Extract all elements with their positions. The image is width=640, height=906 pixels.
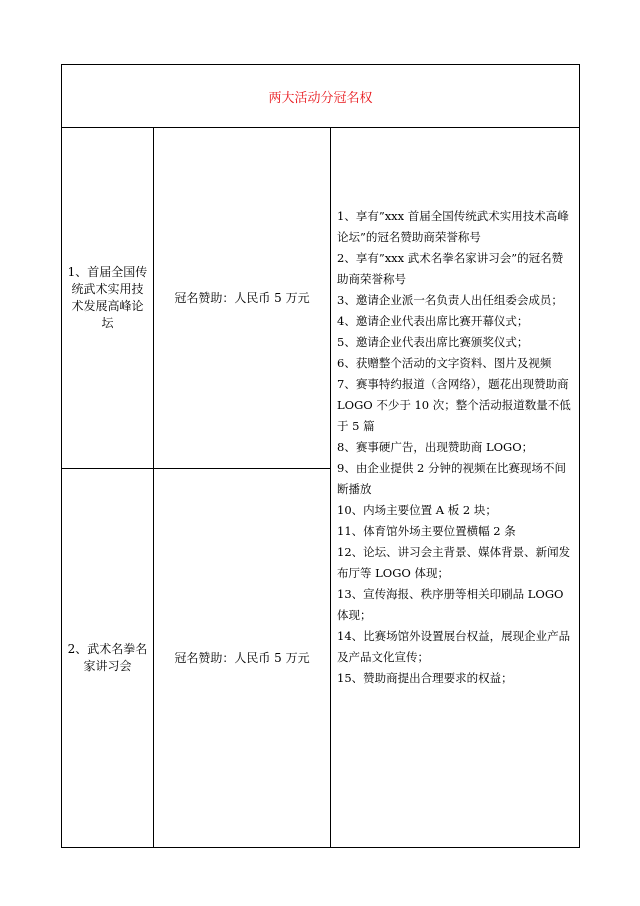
benefit-item-13: 13、宣传海报、秩序册等相关印刷品 LOGO 体现； bbox=[337, 587, 564, 622]
benefit-item-12: 12、论坛、讲习会主背景、媒体背景、新闻发布厅等 LOGO 体现； bbox=[337, 545, 571, 580]
title-row bbox=[62, 65, 580, 128]
event-amount-2: 冠名赞助：人民币 5 万元 bbox=[154, 469, 331, 848]
benefit-item-3: 3、邀请企业派一名负责人出任组委会成员； bbox=[337, 293, 563, 307]
table-title: 两大活动分冠名权 bbox=[62, 65, 580, 128]
benefit-item-2: 2、享有”xxx 武术名拳名家讲习会”的冠名赞助商荣誉称号 bbox=[337, 251, 564, 286]
benefits-cell bbox=[331, 128, 580, 848]
benefit-item-5: 5、邀请企业代表出席比赛颁奖仪式； bbox=[337, 335, 529, 349]
event-row-1 bbox=[62, 128, 580, 469]
benefit-item-9: 9、由企业提供 2 分钟的视频在比赛现场不间断播放 bbox=[337, 461, 566, 496]
event-amount-1: 冠名赞助：人民币 5 万元 bbox=[154, 128, 331, 469]
sponsorship-table bbox=[61, 64, 580, 848]
benefits-list bbox=[337, 206, 571, 689]
benefit-item-14: 14、比赛场馆外设置展台权益，展现企业产品及产品文化宣传； bbox=[337, 629, 571, 664]
benefit-item-4: 4、邀请企业代表出席比赛开幕仪式； bbox=[337, 314, 529, 328]
benefit-item-6: 6、获赠整个活动的文字资料、图片及视频 bbox=[337, 356, 552, 370]
benefit-item-10: 10、内场主要位置 A 板 2 块； bbox=[337, 503, 497, 517]
event-name-1: 1、首届全国传统武术实用技术发展高峰论坛 bbox=[62, 128, 154, 469]
benefit-item-1: 1、享有”xxx 首届全国传统武术实用技术高峰论坛”的冠名赞助商荣誉称号 bbox=[337, 209, 569, 244]
benefit-item-15: 15、赞助商提出合理要求的权益； bbox=[337, 671, 513, 685]
event-name-2: 2、武术名拳名家讲习会 bbox=[62, 469, 154, 848]
benefit-item-11: 11、体育馆外场主要位置横幅 2 条 bbox=[337, 524, 516, 538]
benefit-item-7: 7、赛事特约报道（含网络），题花出现赞助商 LOGO 不少于 10 次；整个活动报道数量不低于 5 篇 bbox=[337, 377, 571, 433]
benefit-item-8: 8、赛事硬广告，出现赞助商 LOGO； bbox=[337, 440, 534, 454]
